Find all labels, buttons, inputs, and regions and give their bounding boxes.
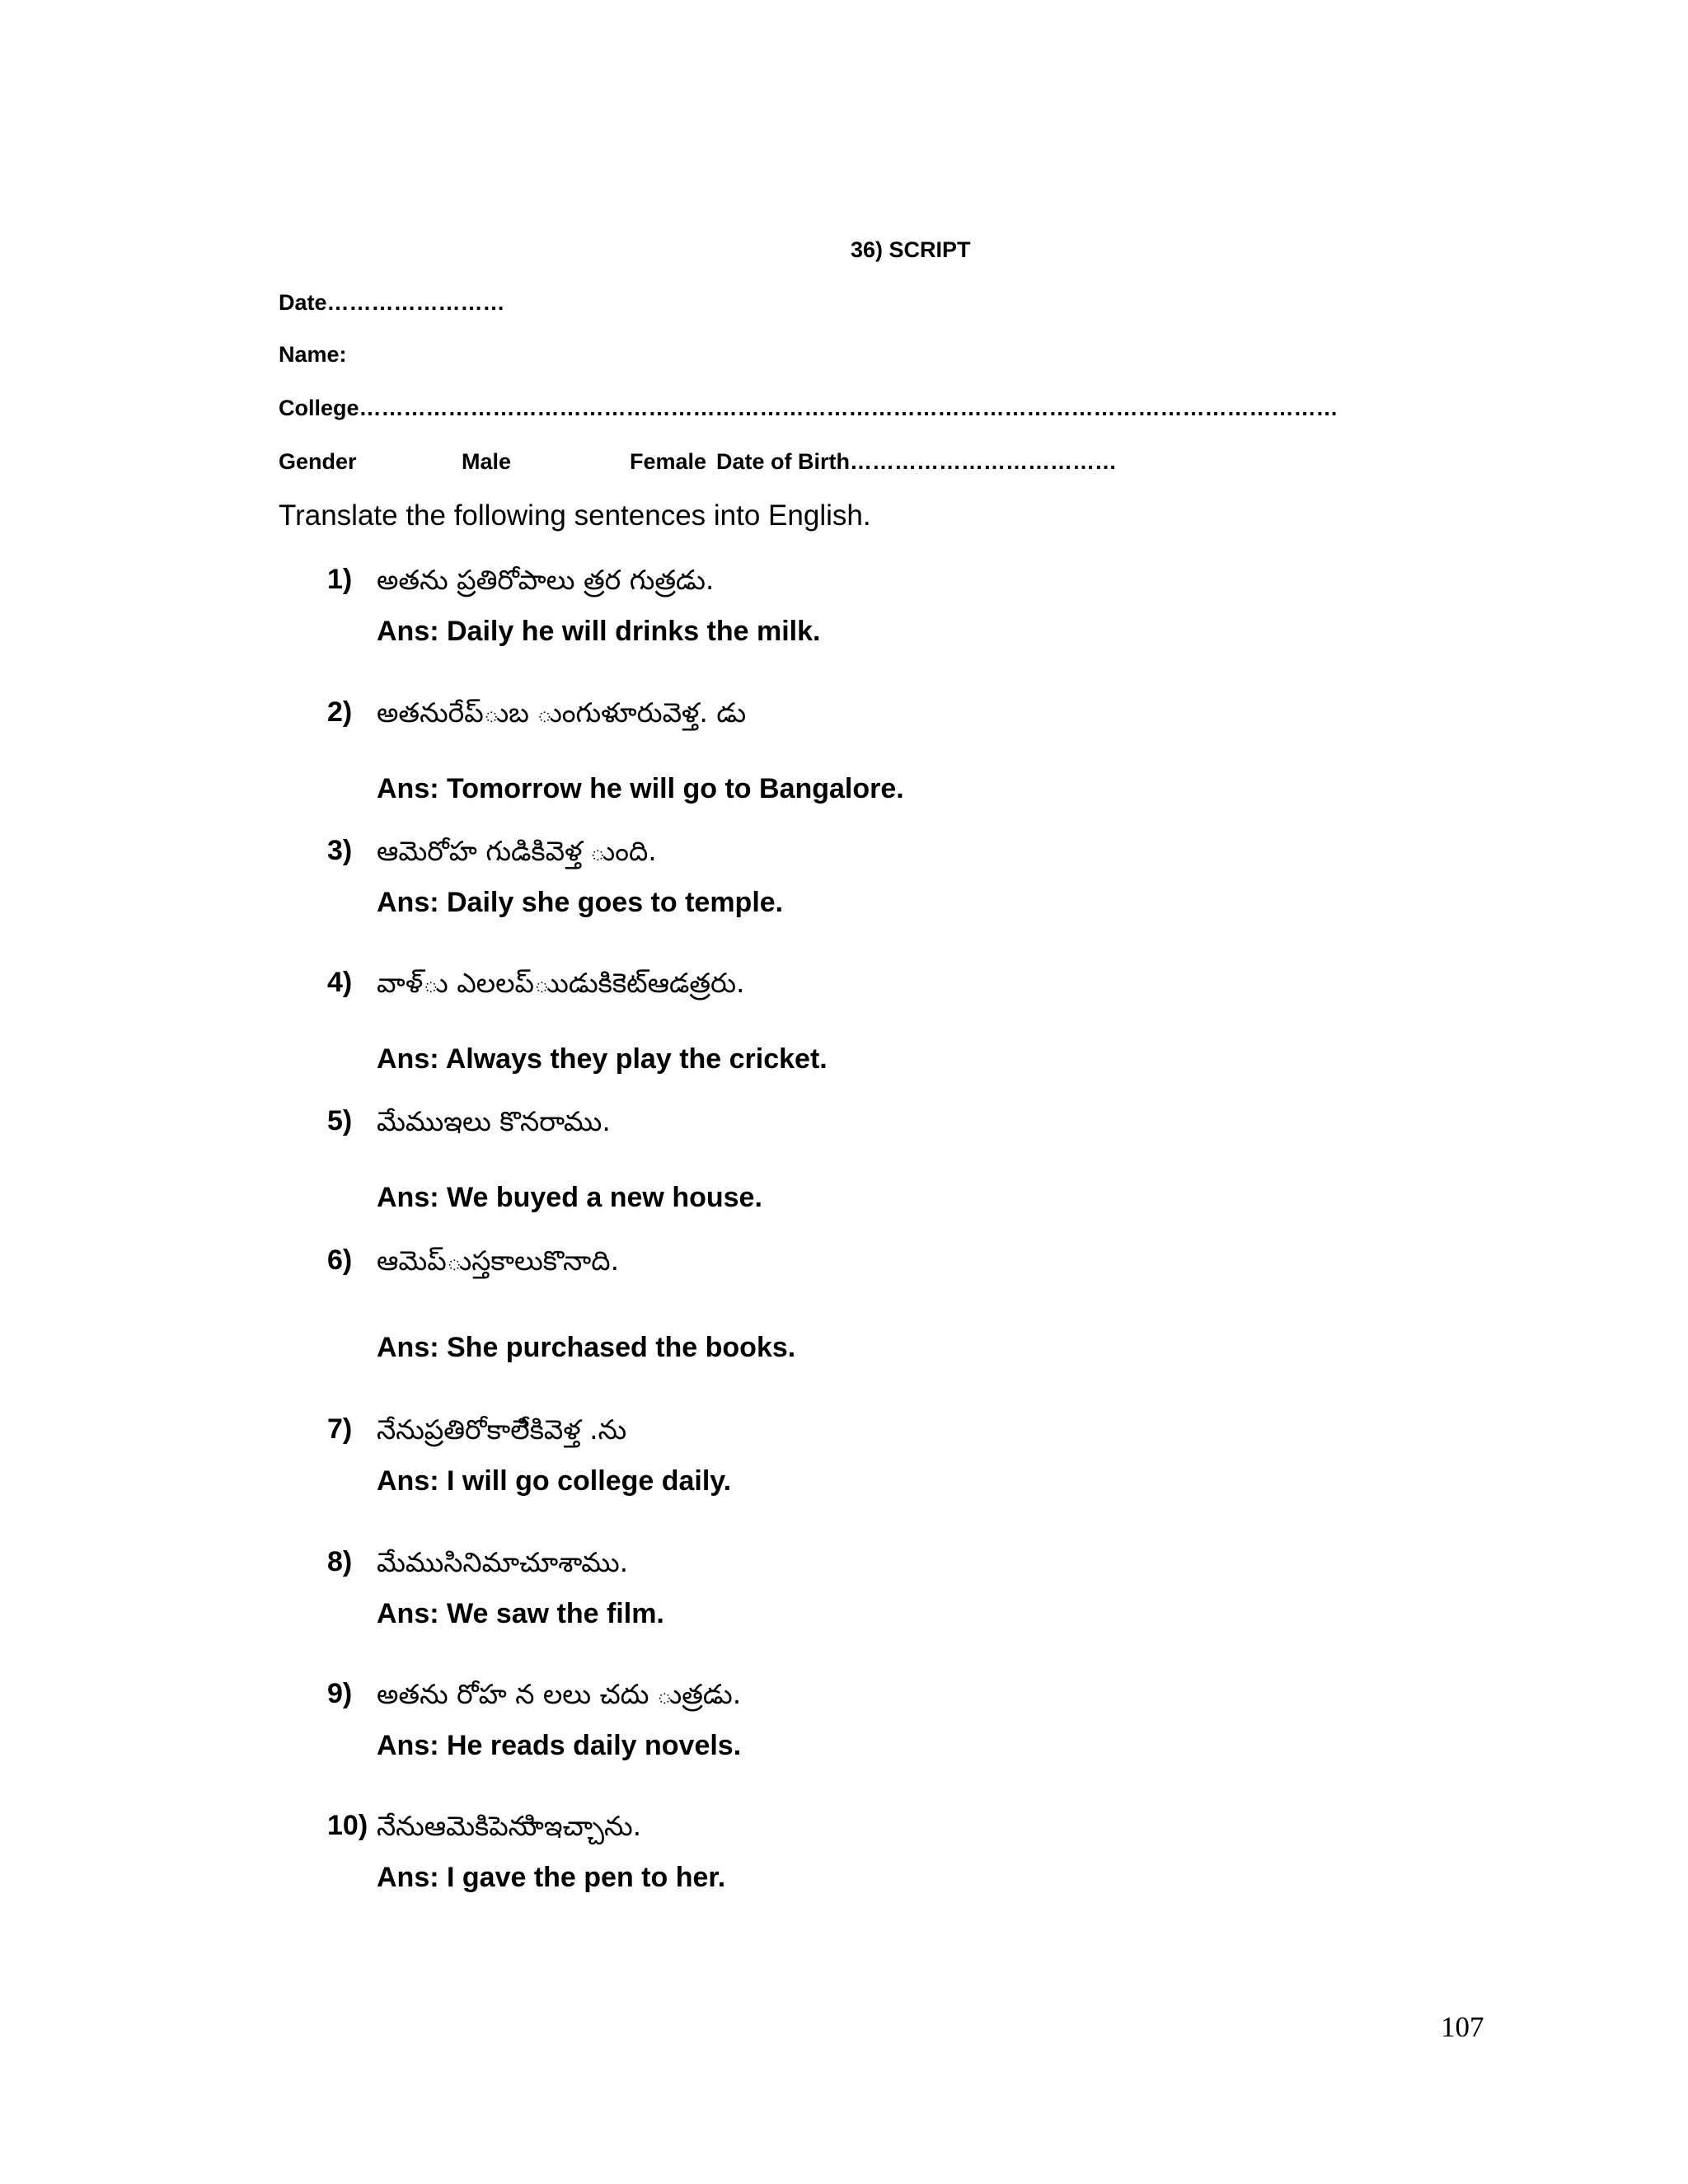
question-answer: Ans: He reads daily novels. <box>377 1730 742 1761</box>
female-option: Female <box>630 449 707 474</box>
page-title: 36) SCRIPT <box>851 237 971 262</box>
question-telugu: అతనురేప్ుబ ుంగుళూరువెళ్త. డు <box>377 696 747 729</box>
question-number: 4) <box>327 967 353 998</box>
question-answer: Ans: I will go college daily. <box>377 1465 732 1497</box>
name-field: Name: <box>279 342 347 367</box>
question-number: 7) <box>327 1413 353 1445</box>
question-number: 6) <box>327 1244 353 1276</box>
date-field: Date…………………… <box>279 290 505 315</box>
question-answer: Ans: Always they play the cricket. <box>377 1043 828 1075</box>
male-option: Male <box>462 449 512 474</box>
page-number: 107 <box>1441 2011 1484 2043</box>
question-number: 5) <box>327 1105 353 1137</box>
question-answer: Ans: I gave the pen to her. <box>377 1862 726 1893</box>
question-telugu: నేనుప్రతిరోకాలేికివెళ్త .ను <box>377 1413 627 1446</box>
instruction-text: Translate the following sentences into English. <box>279 499 871 532</box>
question-number: 8) <box>327 1546 353 1577</box>
question-telugu: ఆమెరోహ గుడికివెళ్త ుంది. <box>377 835 657 867</box>
question-number: 1) <box>327 564 353 595</box>
gender-label: Gender <box>279 449 357 474</box>
question-telugu: వాళ్ు ఎలలప్ుుడుకిికెట్ఆడత్రరు. <box>377 967 745 999</box>
question-telugu: ఆమెప్ుస్తకాలుకొనాది. <box>377 1244 620 1277</box>
question-number: 3) <box>327 835 353 866</box>
question-answer: Ans: We saw the film. <box>377 1598 664 1629</box>
question-answer: Ans: She purchased the books. <box>377 1332 796 1363</box>
question-telugu: మేముసినిమాచూశాము. <box>377 1546 629 1578</box>
question-number: 2) <box>327 696 353 728</box>
question-answer: Ans: Daily she goes to temple. <box>377 887 784 918</box>
question-telugu: అతను ప్రతిరోపాలు త్రర గుత్రడు. <box>377 564 715 596</box>
college-field: College…………………………………………………………………………………………………………………… <box>279 396 1339 420</box>
question-telugu: అతను రోహ న లలు చదు ుత్రడు. <box>377 1678 742 1710</box>
date-of-birth-field: Date of Birth……………………………… <box>716 449 1117 474</box>
question-answer: Ans: Daily he will drinks the milk. <box>377 616 821 647</box>
question-telugu: నేనుఆమెకిపెనుిాఇచ్చాను. <box>377 1810 642 1842</box>
question-number: 10) <box>327 1810 368 1841</box>
question-number: 9) <box>327 1678 353 1709</box>
question-telugu: మేముఇలు కొనరాము. <box>377 1105 611 1137</box>
question-answer: Ans: Tomorrow he will go to Bangalore. <box>377 773 904 804</box>
question-answer: Ans: We buyed a new house. <box>377 1182 762 1213</box>
